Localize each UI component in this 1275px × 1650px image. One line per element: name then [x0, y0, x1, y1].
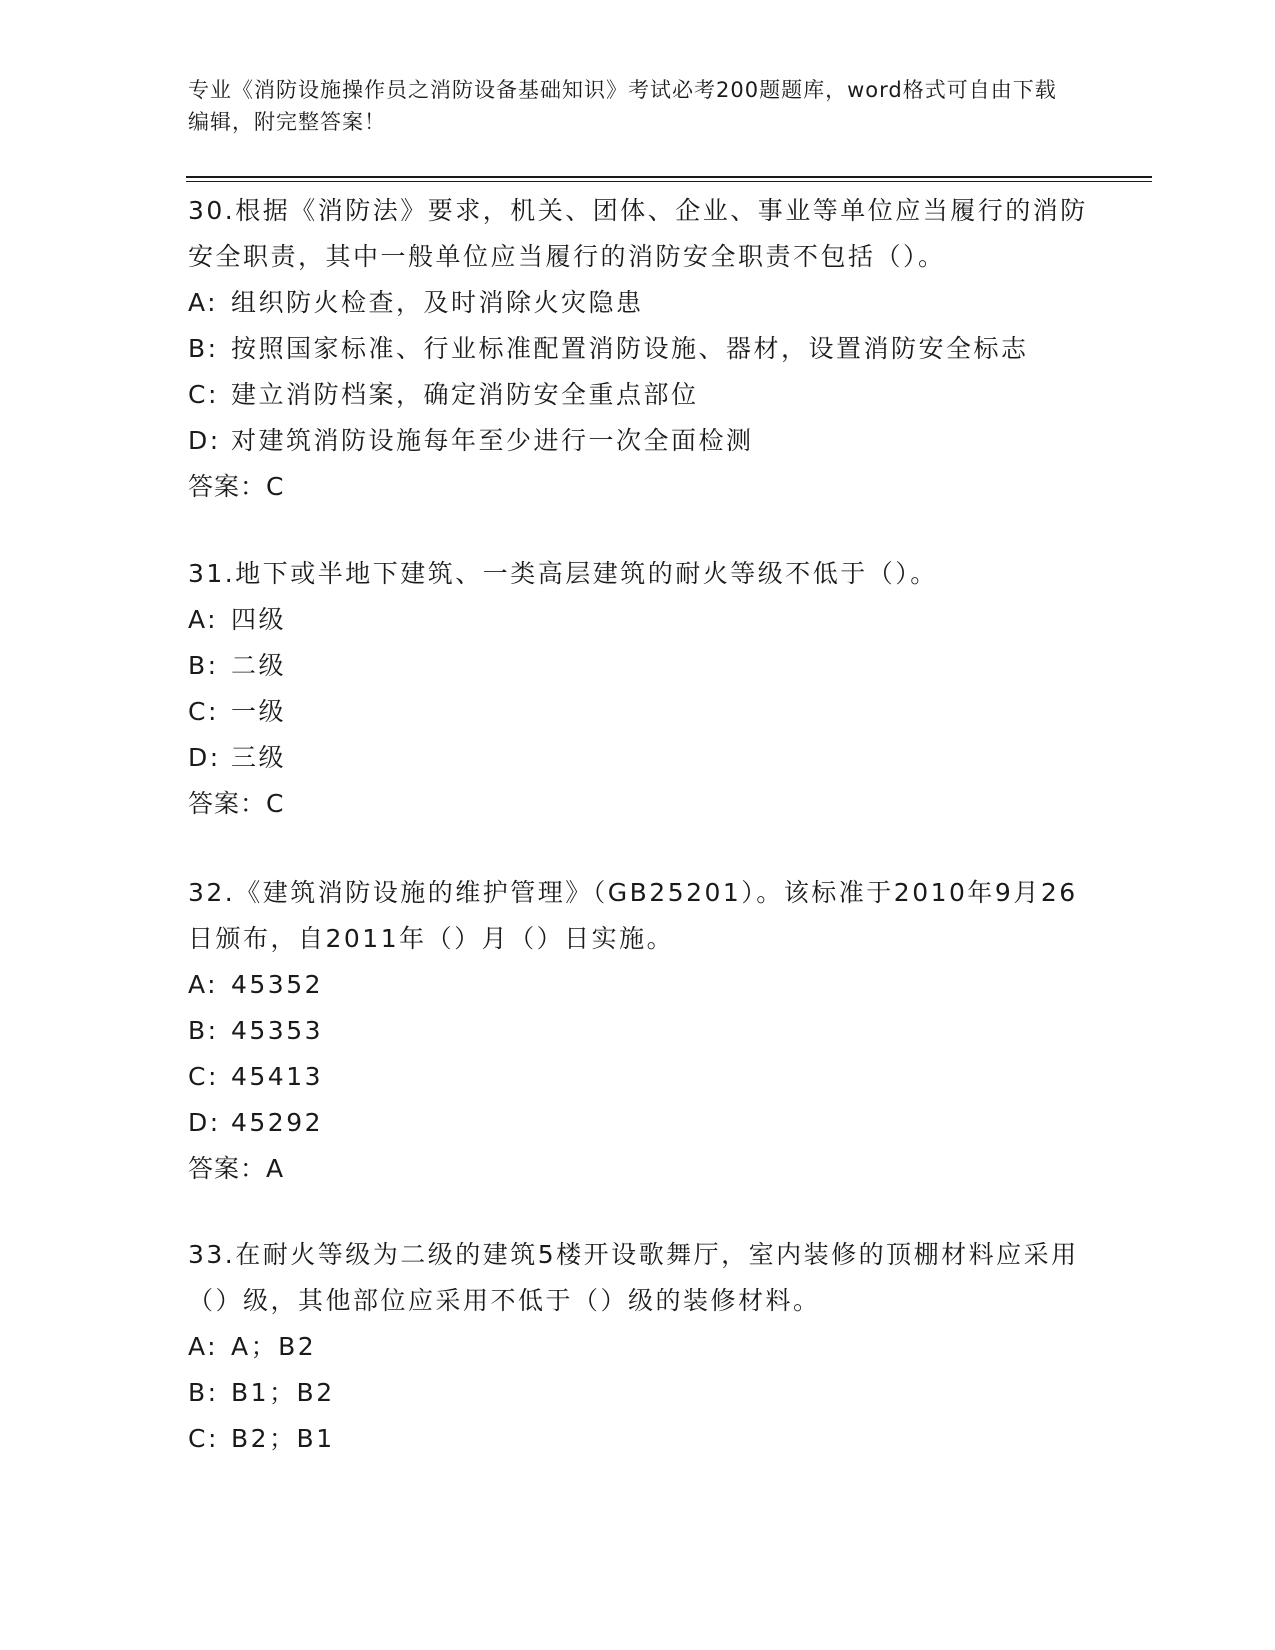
option-letter: A: [188, 605, 219, 634]
option-b [188, 643, 1088, 689]
option-a [188, 1324, 1088, 1370]
option-letter: A: [188, 970, 219, 999]
option-text: B1；B2 [231, 1378, 335, 1407]
option-text: 按照国家标准、行业标准配置消防设施、器材，设置消防安全标志 [231, 334, 1029, 363]
answer-label: 答案： [188, 789, 267, 818]
option-text: B2；B1 [231, 1424, 335, 1453]
answer-value: C [266, 789, 285, 818]
option-text: 一级 [231, 697, 287, 726]
option-letter: B: [188, 651, 219, 680]
option-text: 二级 [231, 651, 287, 680]
option-letter: B: [188, 334, 219, 363]
option-d [188, 418, 1088, 464]
option-a [188, 962, 1088, 1008]
answer-label: 答案： [188, 1154, 267, 1183]
option-a [188, 597, 1088, 643]
option-text: A；B2 [231, 1332, 317, 1361]
option-text: 建立消防档案，确定消防安全重点部位 [231, 380, 699, 409]
question-stem: 30.根据《消防法》要求，机关、团体、企业、事业等单位应当履行的消防安全职责，其中一般单位应当履行的消防安全职责不包括（）。 [188, 196, 1088, 271]
question-stem: 32.《建筑消防设施的维护管理》（GB25201）。该标准于2010年9月26日颁布，自2011年（）月（）日实施。 [188, 878, 1078, 953]
answer-label: 答案： [188, 472, 267, 501]
option-text: 45353 [231, 1016, 324, 1045]
question-32 [188, 870, 1088, 1192]
option-text: 对建筑消防设施每年至少进行一次全面检测 [231, 426, 754, 455]
option-d [188, 1100, 1088, 1146]
option-letter: A: [188, 1332, 219, 1361]
answer-line [188, 1146, 1088, 1192]
option-text: 45352 [231, 970, 324, 999]
option-c [188, 689, 1088, 735]
option-letter: B: [188, 1378, 219, 1407]
option-letter: D: [188, 743, 221, 772]
option-letter: C: [188, 697, 219, 726]
document-header: 专业《消防设施操作员之消防设备基础知识》考试必考200题题库，word格式可自由下载编辑，附完整答案！ [188, 78, 1057, 134]
option-b [188, 1370, 1088, 1416]
answer-value: C [266, 472, 285, 501]
option-b [188, 1008, 1088, 1054]
header-divider-thin [186, 181, 1152, 182]
option-text: 45413 [231, 1062, 324, 1091]
option-letter: B: [188, 1016, 219, 1045]
option-letter: D: [188, 1108, 221, 1137]
option-c [188, 372, 1088, 418]
question-33 [188, 1232, 1088, 1462]
option-letter: C: [188, 380, 219, 409]
question-31 [188, 551, 1088, 827]
question-stem: 33.在耐火等级为二级的建筑5楼开设歌舞厅，室内装修的顶棚材料应采用（）级，其他部位应采用不低于（）级的装修材料。 [188, 1240, 1079, 1315]
option-text: 组织防火检查，及时消除火灾隐患 [231, 288, 644, 317]
option-letter: C: [188, 1062, 219, 1091]
answer-line [188, 464, 1088, 510]
option-c [188, 1054, 1088, 1100]
option-letter: C: [188, 1424, 219, 1453]
option-text: 三级 [231, 743, 287, 772]
option-letter: D: [188, 426, 221, 455]
option-text: 四级 [231, 605, 287, 634]
option-letter: A: [188, 288, 219, 317]
option-d [188, 735, 1088, 781]
option-c [188, 1416, 1088, 1462]
option-a [188, 280, 1088, 326]
header-divider [186, 176, 1152, 178]
option-b [188, 326, 1088, 372]
answer-line [188, 781, 1088, 827]
option-text: 45292 [231, 1108, 324, 1137]
answer-value: A [266, 1154, 285, 1183]
question-stem: 31.地下或半地下建筑、一类高层建筑的耐火等级不低于（）。 [188, 559, 938, 588]
question-30 [188, 188, 1088, 510]
